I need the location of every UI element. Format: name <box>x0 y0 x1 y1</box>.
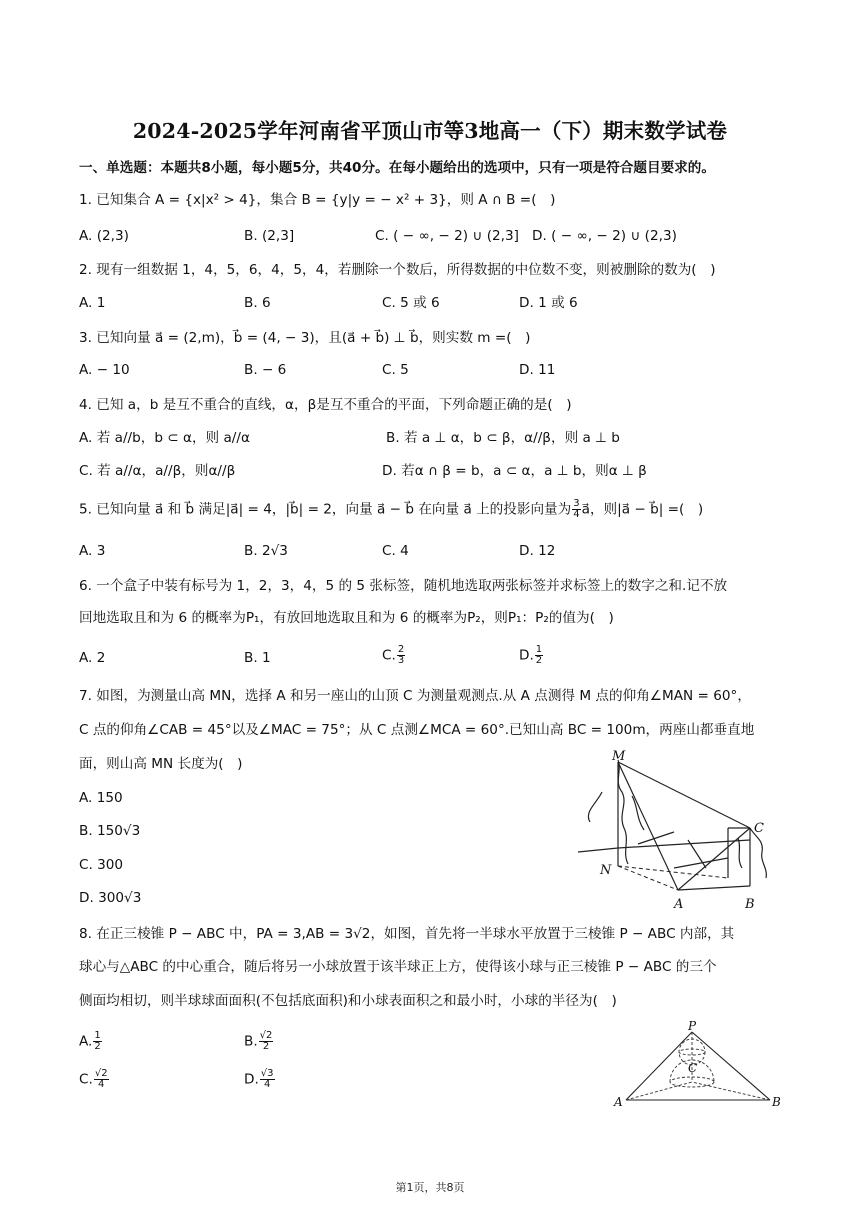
question-4-option-c: C. 若 a//α，a//β，则α//β <box>79 463 236 479</box>
question-6-stem-line2: 回地选取且和为 6 的概率为P₁，有放回地选取且和为 6 的概率为P₂，则P₁：P₂的值为( ) <box>79 610 614 626</box>
question-5-stem-post: a⃗，则|a⃗ − b⃗| =( ) <box>581 501 704 518</box>
page-title: 2024-2025学年河南省平顶山市等3地高一（下）期末数学试卷 <box>132 119 728 143</box>
label-P: P <box>688 1020 697 1033</box>
label-A: A <box>674 897 684 912</box>
question-5-fraction: $\frac{3}{4}$ <box>573 498 580 520</box>
question-1-option-b: B. (2,3] <box>244 228 295 244</box>
label-A2: A <box>614 1095 623 1109</box>
pyramid-diagram <box>610 1020 788 1112</box>
question-3-stem: 3. 已知向量 a⃗ = (2,m)，b⃗ = (4, − 3)，且(a⃗ + b⃗) ⊥ b⃗，则实数 m =( ) <box>79 330 531 346</box>
question-1-option-c: C. ( − ∞, − 2) ∪ (2,3] <box>375 228 519 244</box>
question-7-option-b: B. 150√3 <box>79 823 141 839</box>
label-N: N <box>600 863 612 878</box>
page-footer: 第1页，共8页 <box>395 1181 465 1194</box>
question-5-stem-pre: 5. 已知向量 a⃗ 和 b⃗ 满足|a⃗| = 4，|b⃗| = 2，向量 a⃗ − b⃗ 在向量 a⃗ 上的投影向量为 <box>79 501 572 518</box>
question-1-option-d: D. ( − ∞, − 2) ∪ (2,3) <box>532 228 677 244</box>
question-2-stem: 2. 现有一组数据 1，4，5，6，4，5，4，若删除一个数后，所得数据的中位数不变，则被删除的数为( ) <box>79 262 716 278</box>
question-4-stem: 4. 已知 a，b 是互不重合的直线，α，β是互不重合的平面，下列命题正确的是( ) <box>79 397 572 413</box>
label-B: B <box>745 897 755 912</box>
question-8-stem-line3: 侧面均相切，则半球球面面积(不包括底面积)和小球表面积之和最小时，小球的半径为( ) <box>79 993 617 1009</box>
question-8-stem-line2: 球心与△ABC 的中心重合，随后将另一小球放置于该半球正上方，使得该小球与正三棱锥 P − ABC 的三个 <box>79 959 717 975</box>
question-7-option-a: A. 150 <box>79 790 123 806</box>
question-7-stem-line1: 7. 如图，为测量山高 MN，选择 A 和另一座山的山顶 C 为测量观测点.从 A 点测得 M 点的仰角∠MAN = 60°， <box>79 688 751 704</box>
question-3-option-b: B. − 6 <box>244 362 287 378</box>
question-6-option-d: D. $\frac{1}{2}$ <box>519 644 543 666</box>
question-8-stem-line1: 8. 在正三棱锥 P − ABC 中，PA = 3,AB = 3√2，如图，首先将一半球水平放置于三棱锥 P − ABC 内部，其 <box>79 926 735 942</box>
question-4-option-a: A. 若 a//b，b ⊂ α，则 a//α <box>79 430 250 446</box>
question-2-option-d: D. 1 或 6 <box>519 295 578 311</box>
label-B2: B <box>772 1095 781 1109</box>
question-6-option-c: C. $\frac{2}{3}$ <box>382 644 405 666</box>
question-4-option-d: D. 若α ∩ β = b，a ⊂ α，a ⊥ b，则α ⊥ β <box>382 463 647 479</box>
label-M: M <box>612 749 626 764</box>
mountain-diagram <box>578 748 778 912</box>
label-C2: C <box>688 1061 698 1075</box>
question-3-option-c: C. 5 <box>382 362 409 378</box>
label-C: C <box>754 821 764 836</box>
question-2-option-b: B. 6 <box>244 295 271 311</box>
question-6-option-b: B. 1 <box>244 650 271 666</box>
question-5-stem <box>79 499 703 520</box>
question-8-option-a: A. $\frac{1}{2}$ <box>79 1030 101 1052</box>
question-5-option-a: A. 3 <box>79 543 106 559</box>
question-1-stem: 1. 已知集合 A = {x|x² > 4}，集合 B = {y|y = − x² + 3}，则 A ∩ B =( ) <box>79 192 556 208</box>
question-7-stem-line2: C 点的仰角∠CAB = 45°以及∠MAC = 75°；从 C 点测∠MCA = 60°.已知山高 BC = 100m，两座山都垂直地 <box>79 722 755 738</box>
question-7-option-d: D. 300√3 <box>79 890 142 906</box>
question-8-option-b: B. $\frac{√2}{2}$ <box>244 1030 273 1052</box>
question-8-option-c: C. $\frac{√2}{4}$ <box>79 1068 108 1090</box>
question-5-option-b: B. 2√3 <box>244 543 288 559</box>
question-8-option-d: D. $\frac{√3}{4}$ <box>244 1068 274 1090</box>
question-2-option-c: C. 5 或 6 <box>382 295 440 311</box>
question-7-option-c: C. 300 <box>79 857 124 873</box>
question-4-option-b: B. 若 a ⊥ α，b ⊂ β，α//β，则 a ⊥ b <box>386 430 620 446</box>
question-5-option-c: C. 4 <box>382 543 409 559</box>
question-2-option-a: A. 1 <box>79 295 106 311</box>
question-5-option-d: D. 12 <box>519 543 556 559</box>
section-heading: 一、单选题：本题共8小题，每小题5分，共40分。在每小题给出的选项中，只有一项是符合题目要求的。 <box>79 160 715 176</box>
question-1-option-a: A. (2,3) <box>79 228 129 244</box>
question-3-option-a: A. − 10 <box>79 362 130 378</box>
question-7-stem-line3: 面，则山高 MN 长度为( ) <box>79 756 243 772</box>
question-6-stem-line1: 6. 一个盒子中装有标号为 1，2，3，4，5 的 5 张标签，随机地选取两张标签并求标签上的数字之和.记不放 <box>79 578 728 594</box>
question-6-option-a: A. 2 <box>79 650 106 666</box>
question-3-option-d: D. 11 <box>519 362 556 378</box>
